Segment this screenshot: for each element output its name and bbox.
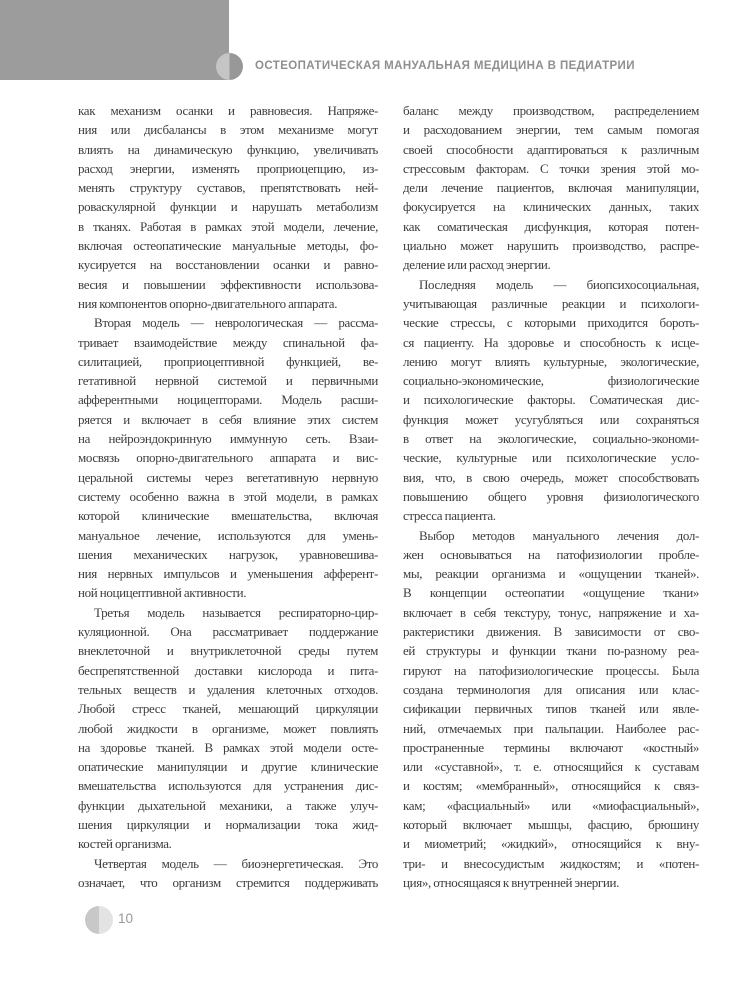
text-line: функции дыхательной механики, а также улуч- bbox=[78, 797, 378, 813]
text-line: тельных веществ и удаления клеточных отходов. bbox=[78, 681, 378, 697]
text-line: фокусируется на клинических данных, таких bbox=[403, 199, 699, 215]
text-line: ция», относящаяся к внутренней энергии. bbox=[403, 874, 620, 890]
text-line: весия и повышении эффективности использова- bbox=[78, 276, 378, 292]
text-line: и костям; «мембранный», относящийся к связ- bbox=[403, 778, 699, 794]
text-line: беспрепятственной доставки кислорода и пита- bbox=[78, 662, 378, 678]
text-line: жен основываться на патофизиологии пробле- bbox=[403, 546, 699, 562]
text-line: силитацией, проприоцептивной функцией, ве- bbox=[78, 353, 378, 369]
text-line: мы, реакции организма и «ощущении тканей». bbox=[403, 566, 699, 582]
text-line: как механизм осанки и равновесия. Напряже- bbox=[78, 103, 378, 118]
text-line: систему особенно важна в этой модели, в рамках bbox=[78, 488, 378, 504]
paragraph bbox=[78, 101, 378, 313]
page-number: 10 bbox=[118, 911, 134, 926]
page-number-circle-icon bbox=[85, 906, 113, 934]
text-line: циально может нарушить производство, распре- bbox=[403, 238, 699, 254]
text-line: Любой стресс тканей, мешающий циркуляции bbox=[78, 701, 378, 717]
text-line: шения циркуляции и нормализации тока жид- bbox=[78, 816, 378, 832]
paragraph bbox=[403, 101, 699, 275]
text-line: ния нервных импульсов и уменьшения афферент- bbox=[78, 566, 378, 582]
text-line: В концепции остеопатии «ощущение ткани» bbox=[403, 585, 699, 601]
text-line: влиять на динамическую функцию, увеличивать bbox=[78, 141, 378, 157]
text-line: своей способности адаптироваться к различным bbox=[403, 141, 699, 157]
text-line: три- и внесосудистым жидкостям; и «потен- bbox=[403, 855, 699, 871]
text-line: гируют на патофизиологические процессы. Была bbox=[403, 662, 699, 678]
text-line: Последняя модель — биопсихосоциальная, bbox=[419, 276, 699, 292]
paragraph bbox=[78, 313, 378, 602]
text-line: лению могут влиять культурные, экологические, bbox=[403, 353, 699, 369]
text-line: создана терминология для описания или клас- bbox=[403, 681, 699, 697]
text-line: кам; «фасциальный» или «миофасциальный», bbox=[403, 797, 699, 813]
text-line: баланс между производством, распределением bbox=[403, 103, 699, 118]
header-band-circle-icon bbox=[216, 53, 243, 80]
text-line: означает, что организм стремится поддерживать bbox=[78, 874, 378, 890]
text-line: Четвертая модель — биоэнергетическая. Это bbox=[94, 855, 378, 871]
text-line: ряется и включает в себя влияние этих систем bbox=[78, 411, 378, 427]
text-line: менять структуру суставов, препятствовать ней- bbox=[78, 180, 378, 196]
text-line: на нейроэндокринную иммунную сеть. Взаи- bbox=[78, 431, 378, 447]
header-band bbox=[0, 0, 229, 80]
text-line: включая остеопатические мануальные методы, фо- bbox=[78, 238, 378, 254]
text-line: учитывающая различные реакции и психологи- bbox=[403, 295, 699, 311]
text-line: Выбор методов мануального лечения дол- bbox=[419, 527, 699, 543]
text-line: рактеристики движения. В зависимости от сво- bbox=[403, 624, 699, 640]
text-line: Третья модель называется респираторно-цир- bbox=[94, 604, 378, 620]
text-line: на здоровье тканей. В рамках этой модели осте- bbox=[78, 739, 378, 755]
text-line: в ответ на экологические, социально-экономи- bbox=[403, 431, 699, 447]
text-line: мануальное лечение, используются для умень- bbox=[78, 527, 378, 543]
paragraph bbox=[78, 854, 378, 893]
text-line: и миометрий; «жидкий», относящийся к вну- bbox=[403, 836, 699, 852]
paragraph bbox=[403, 526, 699, 893]
text-line: вия, что, в свою очередь, может способствовать bbox=[403, 469, 699, 485]
text-line: или «суставной», т. е. относящийся к суставам bbox=[403, 759, 699, 775]
text-line: ния компонентов опорно-двигательного аппарата. bbox=[78, 295, 338, 311]
text-line: стрессовым факторам. С точки зрения этой мо- bbox=[403, 160, 699, 176]
text-line: и психологические факторы. Соматическая дис- bbox=[403, 392, 699, 408]
text-line: деление или расход энергии. bbox=[403, 257, 551, 273]
text-line: ний, отмечаемых при пальпации. Наиболее рас- bbox=[403, 720, 699, 736]
text-line: стресса пациента. bbox=[403, 508, 496, 524]
text-line: пространенные термины включают «костный» bbox=[403, 739, 699, 755]
paragraph bbox=[403, 275, 699, 526]
text-line: мосвязь опорно-двигательного аппарата и вис- bbox=[78, 450, 378, 466]
text-line: кусируется на восстановлении осанки и равно- bbox=[78, 257, 378, 273]
text-line: которой клинические вмешательства, включая bbox=[78, 508, 378, 524]
text-line: включает в себя текстуру, тонус, напряжение и ха- bbox=[403, 604, 699, 620]
text-line: как соматическая дисфункция, которая потен- bbox=[403, 218, 699, 234]
text-line: куляционной. Она рассматривает поддержание bbox=[78, 624, 378, 640]
text-line: опатические манипуляции и другие клинические bbox=[78, 759, 378, 775]
text-line: любой жидкости в организме, может повлиять bbox=[78, 720, 378, 736]
text-line: ся пациенту. На здоровье и способность к исце- bbox=[403, 334, 699, 350]
text-line: афферентными ноцицепторами. Модель расши- bbox=[78, 392, 378, 408]
text-line: ческие, культурные или психологические усло- bbox=[403, 450, 699, 466]
text-line: функция может усугубляться или сохраняться bbox=[403, 411, 699, 427]
text-line: тривает взаимодействие между спинальной фа- bbox=[78, 334, 378, 350]
text-line: ческие стрессы, с которыми приходится бороть- bbox=[403, 315, 699, 331]
text-line: Вторая модель — неврологическая — рассма- bbox=[94, 315, 378, 331]
text-line: гетативной нервной системой и первичными bbox=[78, 373, 378, 389]
text-line: в тканях. Работая в рамках этой модели, лечение, bbox=[78, 218, 378, 234]
text-line: шения механических нагрузок, уравновешива- bbox=[78, 546, 378, 562]
text-line: расход энергии, изменять проприоцепцию, из- bbox=[78, 160, 378, 176]
text-line: и расходованием энергии, тем самым помогая bbox=[403, 122, 699, 138]
text-line: сификации первичных типов тканей или явле- bbox=[403, 701, 699, 717]
text-line: роваскулярной функции и нарушать метаболизм bbox=[78, 199, 378, 215]
text-column-left bbox=[78, 101, 378, 892]
text-line: костей организма. bbox=[78, 836, 172, 852]
text-line: социально-экономические, физиологические bbox=[403, 373, 699, 389]
text-line: внеклеточной и внутриклеточной среды путем bbox=[78, 643, 378, 659]
text-line: ния или дисбалансы в этом механизме могут bbox=[78, 122, 378, 138]
text-line: церальной системы через вегетативную нервную bbox=[78, 469, 378, 485]
running-head-title: ОСТЕОПАТИЧЕСКАЯ МАНУАЛЬНАЯ МЕДИЦИНА В ПЕДИАТРИИ bbox=[255, 60, 635, 72]
text-line: повышению общего уровня физиологического bbox=[403, 488, 699, 504]
text-line: ной ноцицептивной активности. bbox=[78, 585, 247, 601]
text-line: ей структуры и функции ткани по-разному реа- bbox=[403, 643, 699, 659]
text-line: дели лечение пациентов, включая манипуляции, bbox=[403, 180, 699, 196]
text-column-right bbox=[403, 101, 699, 892]
text-line: вмешательства используются для устранения дис- bbox=[78, 778, 378, 794]
paragraph bbox=[78, 603, 378, 854]
text-line: который включает мышцы, фасцию, брюшину bbox=[403, 816, 699, 832]
